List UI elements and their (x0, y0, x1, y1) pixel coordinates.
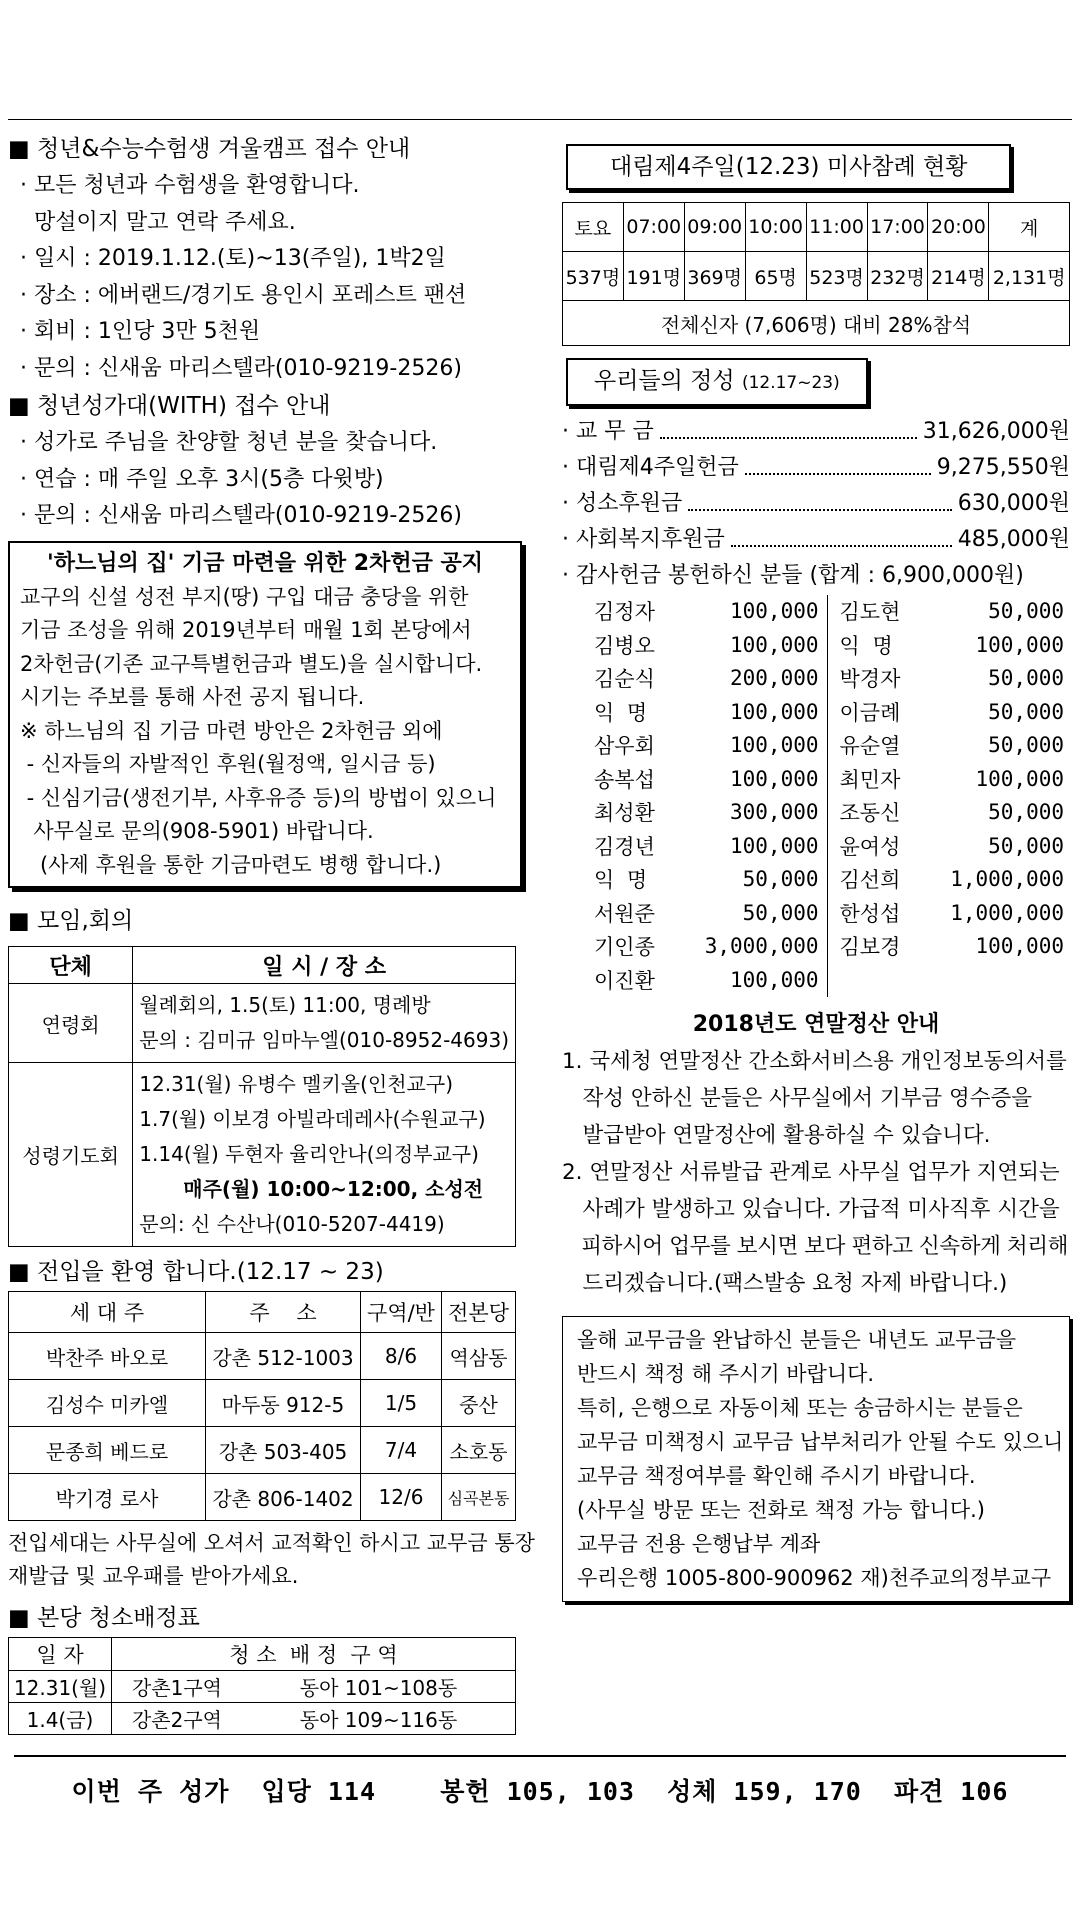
cleaning-cell: 동아 101~108동 (242, 1671, 516, 1703)
mass-time: 09:00 (684, 203, 745, 252)
meetings-header: 일 시 / 장 소 (133, 947, 516, 984)
fund-line: 2차헌금(기존 교구특별헌금과 별도)을 실시합니다. (20, 651, 483, 676)
meeting-group: 성령기도회 (9, 1063, 133, 1247)
donor-name: 이진환 (594, 968, 655, 993)
meeting-line: 매주(월) 10:00~12:00, 소성전 (183, 1177, 484, 1201)
offering-label: · 사회복지후원금 (562, 527, 725, 552)
cleaning-table (8, 1637, 516, 1735)
dot-leader (731, 522, 952, 547)
hymn-footer: 이번 주 성가 입당 114 봉헌 105, 103 성체 159, 170 파견 106 (71, 1777, 1009, 1806)
donor-table (582, 595, 1072, 997)
transfers-note: 전입세대는 사무실에 오셔서 교적확인 하시고 교무금 통장 (8, 1531, 535, 1555)
donor-name: 김도현 (839, 600, 901, 625)
donor-amount: 50,000 (988, 599, 1064, 624)
donor-amount: 100,000 (975, 632, 1064, 657)
mass-count: 537명 (563, 252, 624, 301)
table-row (9, 1333, 516, 1380)
donor-name: 서원준 (594, 901, 655, 926)
offering-label: · 교 무 금 (562, 419, 654, 444)
meetings-header: 단체 (9, 947, 133, 984)
mass-time: 17:00 (867, 203, 928, 252)
meeting-line: 12.31(월) 유병수 멜키올(인천교구) (139, 1072, 453, 1096)
mass-time: 07:00 (623, 203, 684, 252)
donor-amount: 50,000 (988, 733, 1064, 758)
transfers-header: 주 소 (206, 1292, 361, 1333)
tithe-line: 특히, 은행으로 자동이체 또는 송금하시는 분들은 (577, 1395, 1023, 1420)
mass-attendance (562, 144, 1070, 346)
fund-line: - 신심기금(생전기부, 사후유증 등)의 방법이 있으니 (20, 785, 497, 810)
table-row (9, 1380, 516, 1427)
donor-name: 송복섭 (594, 767, 655, 792)
donor-amount: 300,000 (694, 796, 827, 830)
donor-name: 익 명 (839, 633, 893, 658)
donor-amount: 50,000 (694, 896, 827, 930)
table-row (582, 628, 1072, 662)
year-end-section (562, 1007, 1070, 1302)
dot-leader (660, 414, 917, 439)
donor-amount (940, 963, 1072, 997)
choir-line: · 성가로 주님을 찬양할 청년 분을 찾습니다. (20, 430, 438, 455)
donor-amount: 1,000,000 (950, 900, 1064, 925)
transfer-cell: 1/5 (361, 1380, 442, 1427)
transfer-cell: 박기경 로사 (9, 1474, 206, 1521)
fund-title: '하느님의 집' 기금 마련을 위한 2차헌금 공지 (46, 550, 484, 576)
offering-label: · 성소후원금 (562, 491, 683, 516)
transfer-cell: 12/6 (361, 1474, 442, 1521)
tithe-line: 교무금 책정여부를 확인해 주시기 바랍니다. (577, 1463, 976, 1488)
transfers-note: 재발급 및 교우패를 받아가세요. (8, 1564, 299, 1588)
mass-count: 369명 (684, 252, 745, 301)
tithe-line: 우리은행 1005-800-900962 재)천주교의정부교구 (577, 1565, 1052, 1590)
donor-name: 김병오 (594, 633, 655, 658)
thanks-title: · 감사헌금 봉헌하신 분들 (합계 : 6,900,000원) (562, 563, 1024, 588)
donor-name: 유순열 (839, 734, 901, 759)
offerings-section (562, 358, 1070, 997)
transfer-cell: 박찬주 바오로 (9, 1333, 206, 1380)
transfer-cell: 강촌 806-1402 (206, 1474, 361, 1521)
transfer-cell: 문종희 베드로 (9, 1427, 206, 1474)
fund-line: - 신자들의 자발적인 후원(월정액, 일시금 등) (20, 752, 436, 776)
year-end-line: 2. 연말정산 서류발급 관계로 사무실 업무가 지연되는 (562, 1159, 1060, 1185)
donor-amount: 3,000,000 (694, 930, 827, 964)
meeting-line: 1.14(월) 두현자 율리안나(의정부교구) (139, 1142, 479, 1166)
donor-amount: 100,000 (975, 934, 1064, 959)
table-row (582, 695, 1072, 729)
meeting-line: 문의: 신 수산나(010-5207-4419) (139, 1212, 445, 1236)
year-end-line: 발급받아 연말정산에 활용하실 수 있습니다. (562, 1122, 991, 1148)
mass-time: 11:00 (806, 203, 867, 252)
table-row (9, 1474, 516, 1521)
fund-line: 교구의 신설 성전 부지(땅) 구입 대금 충당을 위한 (20, 584, 469, 609)
table-row (582, 863, 1072, 897)
year-end-line: 사례가 발생하고 있습니다. 가급적 미사직후 시간을 (562, 1196, 1060, 1222)
mass-count: 214명 (928, 252, 989, 301)
meetings-table (8, 946, 516, 1247)
donor-name: 김경년 (594, 834, 655, 859)
transfers-title: ■ 전입을 환영 합니다.(12.17 ~ 23) (8, 1259, 384, 1285)
transfer-cell: 심곡본동 (442, 1474, 516, 1521)
meetings-section (8, 902, 522, 1247)
transfer-cell: 마두동 912-5 (206, 1380, 361, 1427)
offering-row (562, 522, 1070, 558)
donor-name: 한성섭 (839, 901, 901, 926)
choir-notice (8, 387, 522, 535)
winter-camp-line: · 회비 : 1인당 3만 5천원 (20, 319, 261, 344)
transfer-cell: 김성수 미카엘 (9, 1380, 206, 1427)
transfer-cell: 중산 (442, 1380, 516, 1427)
donor-amount: 50,000 (988, 800, 1064, 825)
donor-amount: 50,000 (988, 833, 1064, 858)
mass-count: 523명 (806, 252, 867, 301)
donor-name: 김선희 (839, 868, 901, 893)
left-column (8, 130, 535, 1735)
donor-amount: 100,000 (694, 762, 827, 796)
offering-row (562, 450, 1070, 486)
tithe-line: 올해 교무금을 완납하신 분들은 내년도 교무금을 (577, 1327, 1017, 1352)
mass-time: 계 (989, 203, 1070, 252)
cleaning-cell: 1.4(금) (9, 1703, 112, 1735)
donor-name: 조동신 (839, 801, 901, 826)
offering-row (562, 486, 1070, 522)
cleaning-header: 일 자 (9, 1638, 112, 1671)
donor-amount: 100,000 (694, 595, 827, 629)
transfers-header: 구역/반 (361, 1292, 442, 1333)
donor-amount: 1,000,000 (950, 867, 1064, 892)
donor-amount: 100,000 (694, 729, 827, 763)
choir-line: · 연습 : 매 주일 오후 3시(5층 다윗방) (20, 466, 384, 492)
transfers-header: 세 대 주 (9, 1292, 206, 1333)
winter-camp-line: · 모든 청년과 수험생을 환영합니다. (20, 173, 360, 198)
donor-name: 익 명 (594, 868, 648, 893)
donor-amount: 100,000 (694, 628, 827, 662)
donor-name: 최민자 (839, 767, 901, 792)
donor-name: 이금례 (839, 700, 901, 725)
transfer-cell: 7/4 (361, 1427, 442, 1474)
winter-camp-line: · 일시 : 2019.1.12.(토)~13(주일), 1박2일 (20, 246, 446, 271)
table-row (582, 896, 1072, 930)
fund-line: 사무실로 문의(908-5901) 바랍니다. (20, 819, 374, 843)
winter-camp-line: · 문의 : 신새움 마리스텔라(010-9219-2526) (20, 355, 462, 381)
donor-name: 최성환 (594, 801, 655, 826)
mass-summary: 전체신자 (7,606명) 대비 28%참석 (563, 301, 1070, 346)
table-row (582, 930, 1072, 964)
year-end-line: 작성 안하신 분들은 사무실에서 기부금 영수증을 (562, 1085, 1033, 1111)
cleaning-cell: 강촌2구역 (112, 1703, 243, 1735)
offerings-period: (12.17~23) (741, 373, 840, 393)
donor-amount: 100,000 (694, 695, 827, 729)
cleaning-cell: 12.31(월) (9, 1671, 112, 1703)
donor-amount: 100,000 (694, 829, 827, 863)
table-row (582, 595, 1072, 629)
offerings-title-box (566, 358, 868, 406)
tithe-line: 교무금 전용 은행납부 계좌 (577, 1531, 821, 1556)
offerings-title: 우리들의 정성 (594, 368, 735, 394)
right-column (562, 130, 1070, 1602)
offering-amount: 630,000원 (957, 491, 1070, 516)
donor-amount: 100,000 (694, 963, 827, 997)
mass-time: 토요 (563, 203, 624, 252)
table-row (582, 729, 1072, 763)
donor-amount: 200,000 (694, 662, 827, 696)
meeting-line: 1.7(월) 이보경 아빌라데레사(수원교구) (139, 1107, 486, 1131)
table-row (9, 1703, 516, 1735)
year-end-title: 2018년도 연말정산 안내 (692, 1011, 940, 1037)
transfer-cell: 강촌 512-1003 (206, 1333, 361, 1380)
donor-name: 기인종 (594, 935, 655, 960)
donor-name: 김정자 (594, 600, 655, 625)
tithe-notice-box (562, 1316, 1070, 1602)
donor-amount: 50,000 (694, 863, 827, 897)
offering-row (562, 414, 1070, 450)
offering-amount: 31,626,000원 (922, 419, 1070, 444)
dot-leader (688, 486, 952, 511)
tithe-line: (사무실 방문 또는 전화로 책정 가능 합니다.) (577, 1497, 985, 1522)
donor-name: 삼우회 (594, 734, 655, 759)
cleaning-cell: 동아 109~116동 (242, 1703, 516, 1735)
top-rule (8, 119, 1072, 120)
table-row (9, 1671, 516, 1703)
transfer-cell: 역삼동 (442, 1333, 516, 1380)
winter-camp-line: · 장소 : 에버랜드/경기도 용인시 포레스트 팬션 (20, 282, 467, 308)
year-end-line: 드리겠습니다.(팩스발송 요청 자제 바랍니다.) (562, 1270, 1008, 1296)
table-row (9, 1427, 516, 1474)
choir-title: ■ 청년성가대(WITH) 접수 안내 (8, 393, 331, 419)
cleaning-title: ■ 본당 청소배정표 (8, 1605, 200, 1631)
mass-count: 2,131명 (989, 252, 1070, 301)
donor-amount: 50,000 (988, 666, 1064, 691)
bottom-rule (14, 1755, 1066, 1757)
dot-leader (745, 450, 931, 475)
fund-line: (사제 후원을 통한 기금마련도 병행 합니다.) (20, 852, 442, 877)
table-row (9, 1063, 516, 1247)
table-row (582, 762, 1072, 796)
fund-line: ※ 하느님의 집 기금 마련 방안은 2차헌금 외에 (20, 718, 443, 743)
tithe-line: 반드시 책정 해 주시기 바랍니다. (577, 1361, 875, 1386)
transfers-table (8, 1291, 516, 1521)
year-end-line: 피하시어 업무를 보시면 보다 편하고 신속하게 처리해 (562, 1233, 1069, 1259)
mass-count: 65명 (745, 252, 806, 301)
donor-name: 익 명 (594, 700, 648, 725)
table-row (9, 984, 516, 1063)
transfer-cell: 8/6 (361, 1333, 442, 1380)
meeting-line: 문의 : 김미규 임마누엘(010-8952-4693) (139, 1028, 509, 1052)
table-row (582, 963, 1072, 997)
mass-count: 232명 (867, 252, 928, 301)
donor-name: 김순식 (594, 667, 655, 692)
donor-name: 김보경 (839, 935, 901, 960)
transfer-cell: 강촌 503-405 (206, 1427, 361, 1474)
donor-name (827, 963, 940, 997)
winter-camp-line: 망설이지 말고 연락 주세요. (34, 209, 296, 235)
winter-camp-notice (8, 130, 522, 387)
donor-amount: 100,000 (975, 766, 1064, 791)
fund-line: 기금 조성을 위해 2019년부터 매월 1회 본당에서 (20, 618, 472, 642)
offering-amount: 9,275,550원 (936, 455, 1070, 480)
mass-time: 20:00 (928, 203, 989, 252)
mass-time: 10:00 (745, 203, 806, 252)
fund-line: 시기는 주보를 통해 사전 공지 됩니다. (20, 685, 365, 709)
tithe-line: 교무금 미책정시 교무금 납부처리가 안될 수도 있으니 (577, 1429, 1064, 1454)
year-end-line: 1. 국세청 연말정산 간소화서비스용 개인정보동의서를 (562, 1048, 1067, 1074)
cleaning-cell: 강촌1구역 (112, 1671, 243, 1703)
table-row (582, 829, 1072, 863)
meeting-line: 월례회의, 1.5(토) 11:00, 명례방 (139, 993, 431, 1017)
winter-camp-title: ■ 청년&수능수험생 겨울캠프 접수 안내 (8, 136, 411, 162)
cleaning-header: 청 소 배 정 구 역 (112, 1638, 516, 1671)
mass-table (562, 202, 1070, 346)
donor-amount: 50,000 (988, 699, 1064, 724)
offering-amount: 485,000원 (957, 527, 1070, 552)
offering-label: · 대림제4주일헌금 (562, 455, 739, 480)
donor-name: 윤여성 (839, 834, 901, 859)
table-row (582, 662, 1072, 696)
fund-notice-box (8, 541, 522, 889)
transfers-header: 전본당 (442, 1292, 516, 1333)
meeting-group: 연령회 (9, 984, 133, 1063)
cleaning-section (8, 1599, 522, 1735)
meetings-title: ■ 모임,회의 (8, 908, 134, 934)
transfer-cell: 소호동 (442, 1427, 516, 1474)
choir-line: · 문의 : 신새움 마리스텔라(010-9219-2526) (20, 503, 462, 528)
table-row (582, 796, 1072, 830)
transfers-section (8, 1253, 535, 1593)
mass-count: 191명 (623, 252, 684, 301)
mass-title: 대림제4주일(12.23) 미사참례 현황 (566, 144, 1011, 190)
donor-name: 박경자 (839, 667, 901, 692)
